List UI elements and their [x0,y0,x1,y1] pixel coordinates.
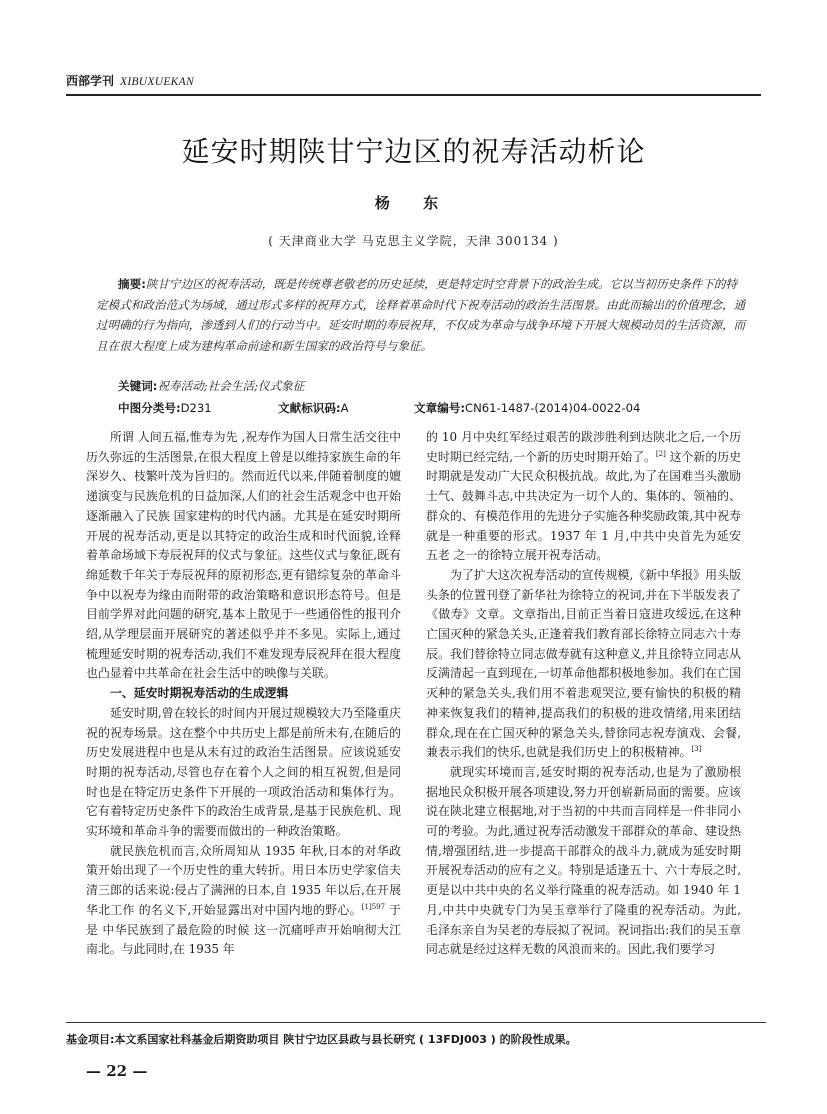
paragraph: 的 10 月中央红军经过艰苦的跋涉胜利到达陕北之后,一个历史时期已经完结,一个新的历史时期开始了。[2] 这个新的历史时期就是发动广大民众积极抗战。故此,为了在国难当头激励士气、鼓舞斗志,中共决定为一切个人的、集体的、领袖的、群众的、有模范作用的先进分子实施各种奖励政策,其中祝寿就是一种重要的形式。1937 年 1 月,中共中央首先为延安 五老 之一的徐特立展开祝寿活动。 [426,430,742,563]
abstract-label: 摘要: [118,277,146,291]
author: 杨 东 [374,194,453,212]
citation: [1]597 [361,902,386,911]
journal-header [66,72,761,96]
body-right-column [426,428,741,960]
citation: [3] [691,745,702,754]
keywords-text: 祝寿活动;社会生活;仪式象征 [157,379,305,393]
paragraph: 就民族危机而言,众所周知从 1935 年秋,日本的对华政策开始出现了一个历史性的重大转折。用日本历史学家信夫清三郎的话来说:侵占了满洲的日本,自 1935 年以后,在开展 华北工作 的名义下,开始显露出对中国内地的野心。$^{[1]597}$ 于是 中华民族到了最危险的时候 这一沉痛呼声开始响彻大江南北。与此同时,在 1935 年 [86,843,402,957]
journal-name-en: XIBUXUEKAN [120,76,194,88]
abstract [96,274,746,356]
section-heading: 一、延安时期祝寿活动的生成逻辑 [110,686,289,701]
keywords-label: 关键词: [118,379,158,393]
article-title: 延安时期陕甘宁边区的祝寿活动析论 [181,135,646,168]
abstract-text: 陕甘宁边区的祝寿活动，既是传统尊老敬老的历史延续，更是特定时空背景下的政治生成。它以当初历史条件下的特定模式和政治范式为场域，通过形式多样的祝拜方式，诠释着革命时代下祝寿活动的政治生活图景。由此而输出的价值理念，通过明确的行为指向，渗透到人们的行动当中。延安时期的寿辰祝拜，不仅成为革命与战争环境下开展大规模动员的生活资源，而且在很大程度上成为建构革命前途和新生国家的政治符号与象征。 [96,277,746,353]
paragraph: 为了扩大这次祝寿活动的宣传规模,《新中华报》用头版头条的位置刊登了新华社为徐特立的祝词,并在下半版发表了《做寿》文章。文章指出,目前正当着日寇进攻绥远,在这种亡国灭种的紧急关头,正逢着我们教育部长徐特立同志六十寿辰。我们替徐特立同志做寿就有这种意义,并且徐特立同志从反满清起一直到现在,一切革命他都积极地参加。我们在亡国灭种的紧急关头,我们用不着悲观哭泣,要有愉快的积极的精神来恢复我们的精神,提高我们的积极的进攻情绪,用来团结群众,现在在亡国灭种的紧急关头,替徐同志祝寿演戏、会餐,兼表示我们的快乐,也就是我们历史上的积极精神。[3] [426,567,741,760]
paragraph: 延安时期,曾在较长的时间内开展过规模较大乃至隆重庆祝的祝寿场景。这在整个中共历史上都是前所未有,在随后的历史发展进程中也是从未有过的政治生活图景。应该说延安时期的祝寿活动,尽管也存在着个人之间的相互祝贺,但是同时也是在特定历史条件下开展的一项政治活动和集体行为。它有着特定历史条件下的政治生成背景,是基于民族危机、现实环境和革命斗争的需要而做出的一种政治策略。 [86,705,401,839]
keywords [118,378,748,394]
paragraph: 就现实环境而言,延安时期的祝寿活动,也是为了激励根据地民众积极开展各项建设,努力开创崭新局面的需要。应该说在陕北建立根据地,对于当初的中共而言同样是一件非同小可的考验。为此,通过祝寿活动激发干部群众的革命、建设热情,增强团结,进一步提高干部群众的战斗力,就成为延安时期开展祝寿活动的应有之义。特别是适逢五十、六十寿辰之时,更是以中共中央的名义举行隆重的祝寿活动。如 1940 年 1 月,中共中央就专门为吴玉章举行了隆重的祝寿活动。为此,毛泽东亲自为吴老的寿辰拟了祝词。祝词指出:我们的吴玉章同志就是经过这样无数的风浪而来的。因此,我们要学习 [426,764,741,957]
article-number: 文章编号:CN61-1487-(2014)04-0022-04 [414,401,641,415]
citation: [2] [655,449,666,458]
affiliation: ( 天津商业大学 马克思主义学院，天津 300134 ) [268,234,559,248]
body-left-column [86,428,401,960]
clc-code: 中图分类号:D231 [118,401,212,415]
journal-name-cn: 西部学刊 [66,74,115,88]
funding-note: 基金项目:本文系国家社科基金后期资助项目 陕甘宁边区县政与县长研究 ( 13FDJ003 ) 的阶段性成果。 [66,1022,766,1047]
paragraph: 所谓 人间五福,惟寿为先 ,祝寿作为国人日常生活交往中历久弥远的生活图景,在很大程度上曾是以维持家族生命的年深岁久、枝繁叶茂为旨归的。然而近代以来,伴随着制度的嬗递演变与民族危机的日益加深,人们的社会生活观念中也开始逐渐融入了民族 国家建构的时代内涵。尤其是在延安时期所开展的祝寿活动,更是以其特定的政治生成和时代面貌,诠释着革命场域下寿辰祝拜的仪式与象征。这些仪式与象征,既有绵延数千年关于寿辰祝拜的原初形态,更有错综复杂的革命斗争中以祝寿为缘由而附带的政治策略和意识形态符号。但是目前学界对此问题的研究,基本上散见于一些通俗性的报刊介绍,从学理层面开展研究的著述似乎并不多见。实际上,通过梳理延安时期的祝寿活动,我们不难发现寿辰祝拜在很大程度也凸显着中共革命在社会生活中的映像与关联。 [86,430,401,681]
doc-code: 文献标识码:A [278,401,349,415]
page-number: — 22 — [86,1062,148,1080]
